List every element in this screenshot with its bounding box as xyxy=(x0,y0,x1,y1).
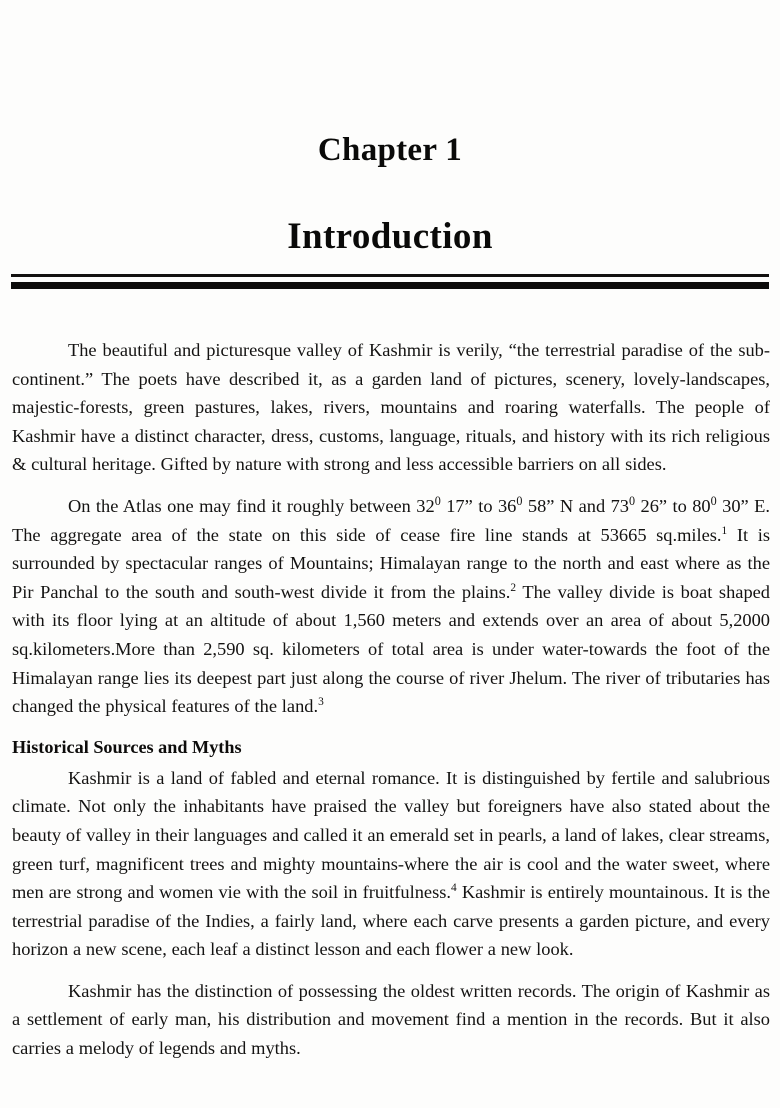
paragraph-2 xyxy=(12,492,770,721)
footnote-marker-4: 4 xyxy=(451,881,457,894)
chapter-label: Chapter 1 xyxy=(317,132,463,168)
footnote-marker-2: 2 xyxy=(510,581,517,594)
title-divider xyxy=(11,274,769,290)
footnote-marker-3: 3 xyxy=(318,696,324,708)
paragraph-1: The beautiful and picturesque valley of Kashmir is verily, “the terrestrial paradise of the sub-continent.” The poets have described it, as a garden land of pictures, scenery, lovely-landscapes, majestic-forests, green pastures, lakes, rivers, mountains and roaring waterfalls. The people of Kashmir have a distinct character, dress, customs, language, rituals, and history with its rich religious & cultural heritage. Gifted by nature with strong and less accessible barriers on all sides. xyxy=(12,340,770,475)
page-title: Introduction xyxy=(287,216,493,257)
paragraph-3 xyxy=(12,764,770,964)
paragraph-2-text-b: 17” to 36 xyxy=(440,495,517,516)
paragraph-2-text-f: It is surrounded by spectacular ranges of Mountains; Himalayan range to the north and east where as the Pir Panchal to the south and south-west divide it from the plains. xyxy=(12,524,770,602)
body-text-column xyxy=(12,336,770,1076)
degree-symbol-4: 0 xyxy=(710,493,717,508)
degree-symbol-2: 0 xyxy=(516,493,523,508)
paragraph-2-text-g: The valley divide is boat shaped with its floor lying at an altitude of about 1,560 meters and extends over an area of about 5,2000 sq.kilometers.More than 2,590 sq. kilometers of total area is under water-towards the foot of the Himalayan range lies its deepest part just along the course of river Jhelum. The river of tributaries has changed the physical features of the land. xyxy=(12,581,770,717)
divider-thick-line xyxy=(11,282,769,289)
section-heading-historical-sources: Historical Sources and Myths xyxy=(12,736,242,757)
paragraph-2-text-d: 26” to 80 xyxy=(635,495,711,516)
footnote-marker-1: 1 xyxy=(721,524,728,537)
degree-symbol-1: 0 xyxy=(434,493,441,508)
paragraph-3-text-a: Kashmir is a land of fabled and eternal romance. It is distinguished by fertile and salubrious climate. Not only the inhabitants have praised the valley but foreigners have also stated about the beauty of valley in their languages and called it an emerald set in pearls, a land of lakes, clear streams, green turf, magnificent trees and mighty mountains-where the air is cool and the water sweet, where men are strong and women vie with the soil in fruitfulness. xyxy=(12,767,770,903)
paragraph-2-text-e: 30” E. The aggregate area of the state on this side of cease fire line stands at 53665 sq.miles. xyxy=(12,495,770,545)
degree-symbol-3: 0 xyxy=(628,493,636,508)
paragraph-4: Kashmir has the distinction of possessing the oldest written records. The origin of Kashmir as a settlement of early man, his distribution and movement find a mention in the records. But it also carries a melody of legends and myths. xyxy=(12,980,770,1059)
paragraph-3-text-b: Kashmir is entirely mountainous. It is the terrestrial paradise of the Indies, a fairly land, where each carve presents a garden picture, and every horizon a new scene, each leaf a distinct lesson and each flower a new look. xyxy=(12,882,770,960)
paragraph-2-text-c: 58” N and 73 xyxy=(522,495,629,516)
divider-thin-line xyxy=(11,274,769,277)
paragraph-2-text-a: On the Atlas one may find it roughly between 32 xyxy=(68,495,435,516)
